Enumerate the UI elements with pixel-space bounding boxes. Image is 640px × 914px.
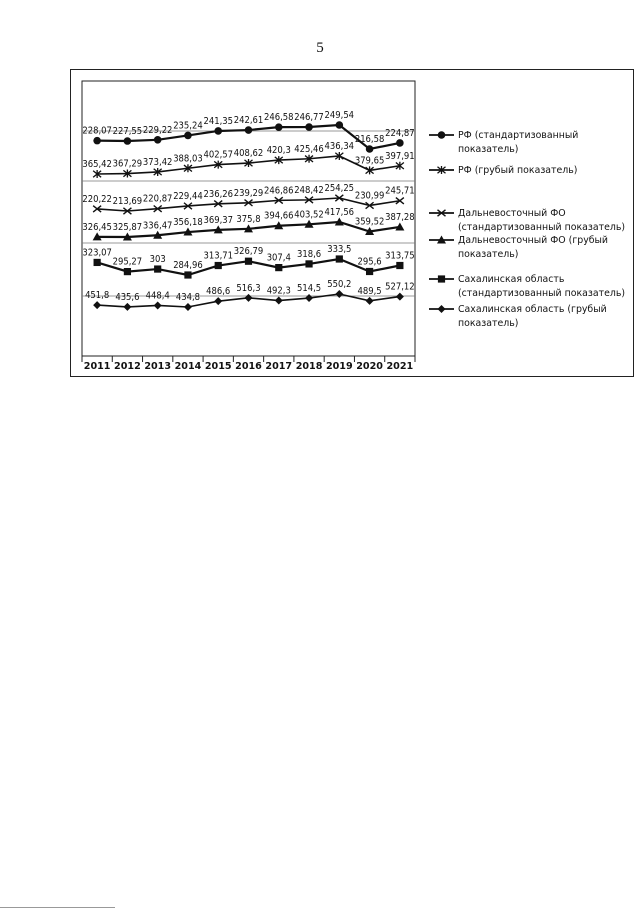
data-label-s1: 249,54 xyxy=(324,110,355,121)
data-point-s1 xyxy=(214,127,222,135)
data-label-s6: 434,8 xyxy=(175,292,201,303)
data-label-s6: 451,8 xyxy=(85,290,110,302)
legend-marker-5 xyxy=(438,275,445,282)
data-label-s1: 246,58 xyxy=(264,112,294,124)
data-point-s5 xyxy=(275,264,282,271)
data-label-s1: 216,58 xyxy=(354,134,385,145)
data-label-s5: 303 xyxy=(149,254,166,266)
data-label-s4: 387,28 xyxy=(385,211,415,223)
data-point-s1 xyxy=(245,126,253,134)
data-label-s1: 246,77 xyxy=(294,112,324,124)
data-point-s1 xyxy=(275,123,283,131)
data-label-s5: 295,6 xyxy=(357,256,382,268)
x-tick-label: 2012 xyxy=(114,361,141,372)
x-tick-label: 2013 xyxy=(144,361,172,372)
data-label-s4: 369,37 xyxy=(203,214,233,226)
legend-label-3: (стандартизованный показатель) xyxy=(458,222,626,233)
data-point-s6 xyxy=(275,297,283,305)
data-point-s5 xyxy=(245,258,252,265)
data-point-s5 xyxy=(366,268,373,275)
data-label-s2: 420,3 xyxy=(266,145,291,157)
legend-label-6: показатель) xyxy=(458,318,519,329)
data-label-s3: 246,86 xyxy=(264,185,294,197)
data-label-s6: 527,12 xyxy=(385,281,415,293)
data-label-s2: 379,65 xyxy=(354,155,385,167)
data-label-s2: 425,46 xyxy=(294,143,324,155)
data-point-s1 xyxy=(396,139,404,147)
data-label-s3: 239,29 xyxy=(233,187,264,199)
data-point-s6 xyxy=(396,293,404,301)
data-label-s1: 224,87 xyxy=(385,127,415,139)
legend-label-6: Сахалинская область (грубый xyxy=(458,304,607,315)
legend-label-1: показатель) xyxy=(458,144,519,155)
bottom-edge-mark xyxy=(0,907,115,908)
line-chart xyxy=(70,69,634,377)
data-label-s3: 245,71 xyxy=(385,185,415,197)
data-label-s1: 242,61 xyxy=(233,115,264,127)
data-label-s3: 230,99 xyxy=(354,190,385,202)
data-label-s3: 248,42 xyxy=(294,184,324,196)
data-label-s5: 318,6 xyxy=(296,248,322,260)
data-label-s5: 295,27 xyxy=(112,256,143,268)
data-point-s5 xyxy=(154,265,161,272)
data-label-s6: 516,3 xyxy=(236,282,261,294)
x-tick-label: 2020 xyxy=(356,361,383,372)
data-point-s6 xyxy=(184,303,192,311)
data-label-s1: 228,07 xyxy=(82,125,112,137)
legend-marker-1 xyxy=(438,131,446,139)
data-label-s6: 448,4 xyxy=(145,290,170,302)
data-point-s6 xyxy=(123,303,131,311)
data-point-s5 xyxy=(124,268,131,275)
data-label-s6: 514,5 xyxy=(296,283,322,295)
data-label-s3: 229,44 xyxy=(173,190,203,202)
data-point-s6 xyxy=(305,294,313,302)
data-label-s5: 333,5 xyxy=(327,244,352,255)
data-label-s1: 229,22 xyxy=(142,124,173,136)
data-label-s5: 313,71 xyxy=(203,250,233,262)
data-point-s1 xyxy=(366,145,374,153)
data-label-s5: 284,96 xyxy=(173,260,203,271)
data-point-s6 xyxy=(93,301,101,309)
data-point-s1 xyxy=(305,123,313,131)
data-label-s3: 254,25 xyxy=(324,183,355,194)
data-label-s2: 402,57 xyxy=(203,149,233,161)
data-label-s5: 313,75 xyxy=(385,250,415,262)
x-tick-label: 2019 xyxy=(325,361,353,372)
data-point-s6 xyxy=(245,294,253,302)
data-label-s4: 375,8 xyxy=(236,213,261,225)
data-point-s5 xyxy=(305,260,312,267)
data-label-s2: 367,29 xyxy=(112,158,143,170)
data-label-s1: 227,55 xyxy=(112,126,143,138)
data-label-s2: 408,62 xyxy=(233,148,264,160)
data-point-s6 xyxy=(335,290,343,298)
legend-label-4: показатель) xyxy=(458,249,519,260)
data-point-s1 xyxy=(184,132,192,140)
data-label-s6: 492,3 xyxy=(266,285,291,297)
data-label-s6: 486,6 xyxy=(206,286,231,298)
x-tick-label: 2011 xyxy=(83,361,111,372)
data-label-s4: 403,52 xyxy=(294,209,324,221)
data-label-s5: 307,4 xyxy=(266,252,291,264)
data-point-s5 xyxy=(94,259,101,266)
x-tick-label: 2017 xyxy=(265,361,293,372)
legend-label-2: РФ (грубый показатель) xyxy=(458,165,578,176)
data-point-s1 xyxy=(124,137,132,145)
data-label-s4: 356,18 xyxy=(173,217,203,229)
legend-label-4: Дальневосточный ФО (грубый xyxy=(458,235,609,246)
x-tick-label: 2021 xyxy=(386,361,414,372)
data-label-s2: 388,03 xyxy=(173,153,203,165)
data-label-s5: 326,79 xyxy=(233,246,264,258)
data-label-s2: 365,42 xyxy=(82,159,112,170)
data-point-s6 xyxy=(366,297,374,305)
data-label-s4: 336,47 xyxy=(142,220,173,232)
data-label-s1: 241,35 xyxy=(203,115,233,127)
data-label-s4: 394,66 xyxy=(264,210,294,222)
data-label-s3: 236,26 xyxy=(203,188,233,200)
legend-marker-6 xyxy=(438,305,446,313)
legend-label-1: РФ (стандартизованный xyxy=(458,130,579,141)
data-point-s1 xyxy=(154,136,162,144)
data-label-s3: 220,87 xyxy=(142,193,173,205)
data-label-s6: 489,5 xyxy=(357,285,382,297)
legend-label-5: (стандартизованный показатель) xyxy=(458,288,626,299)
data-point-s6 xyxy=(154,301,162,309)
x-tick-label: 2016 xyxy=(235,361,262,372)
data-label-s6: 435,6 xyxy=(115,291,140,303)
legend-label-5: Сахалинская область xyxy=(458,274,565,285)
data-label-s3: 220,22 xyxy=(82,193,112,205)
page-number: 5 xyxy=(316,40,324,56)
data-point-s5 xyxy=(215,262,222,269)
data-label-s2: 373,42 xyxy=(142,156,173,168)
data-label-s4: 325,87 xyxy=(112,222,143,233)
x-tick-label: 2015 xyxy=(204,361,232,372)
data-point-s1 xyxy=(336,121,344,129)
data-point-s6 xyxy=(214,297,222,305)
x-tick-label: 2014 xyxy=(174,361,202,372)
data-point-s1 xyxy=(93,137,101,145)
data-point-s5 xyxy=(336,255,343,262)
data-label-s3: 213,69 xyxy=(112,196,143,207)
x-tick-label: 2018 xyxy=(295,361,323,372)
data-point-s5 xyxy=(396,262,403,269)
data-label-s5: 323,07 xyxy=(82,247,112,259)
data-label-s6: 550,2 xyxy=(327,279,352,290)
data-label-s4: 359,52 xyxy=(354,216,385,228)
data-label-s1: 235,24 xyxy=(173,120,203,132)
data-point-s5 xyxy=(184,271,191,278)
legend-label-3: Дальневосточный ФО xyxy=(458,208,566,219)
data-label-s2: 397,91 xyxy=(385,150,415,162)
data-label-s4: 326,45 xyxy=(82,221,112,233)
data-label-s4: 417,56 xyxy=(324,207,355,218)
data-label-s2: 436,34 xyxy=(324,141,355,152)
